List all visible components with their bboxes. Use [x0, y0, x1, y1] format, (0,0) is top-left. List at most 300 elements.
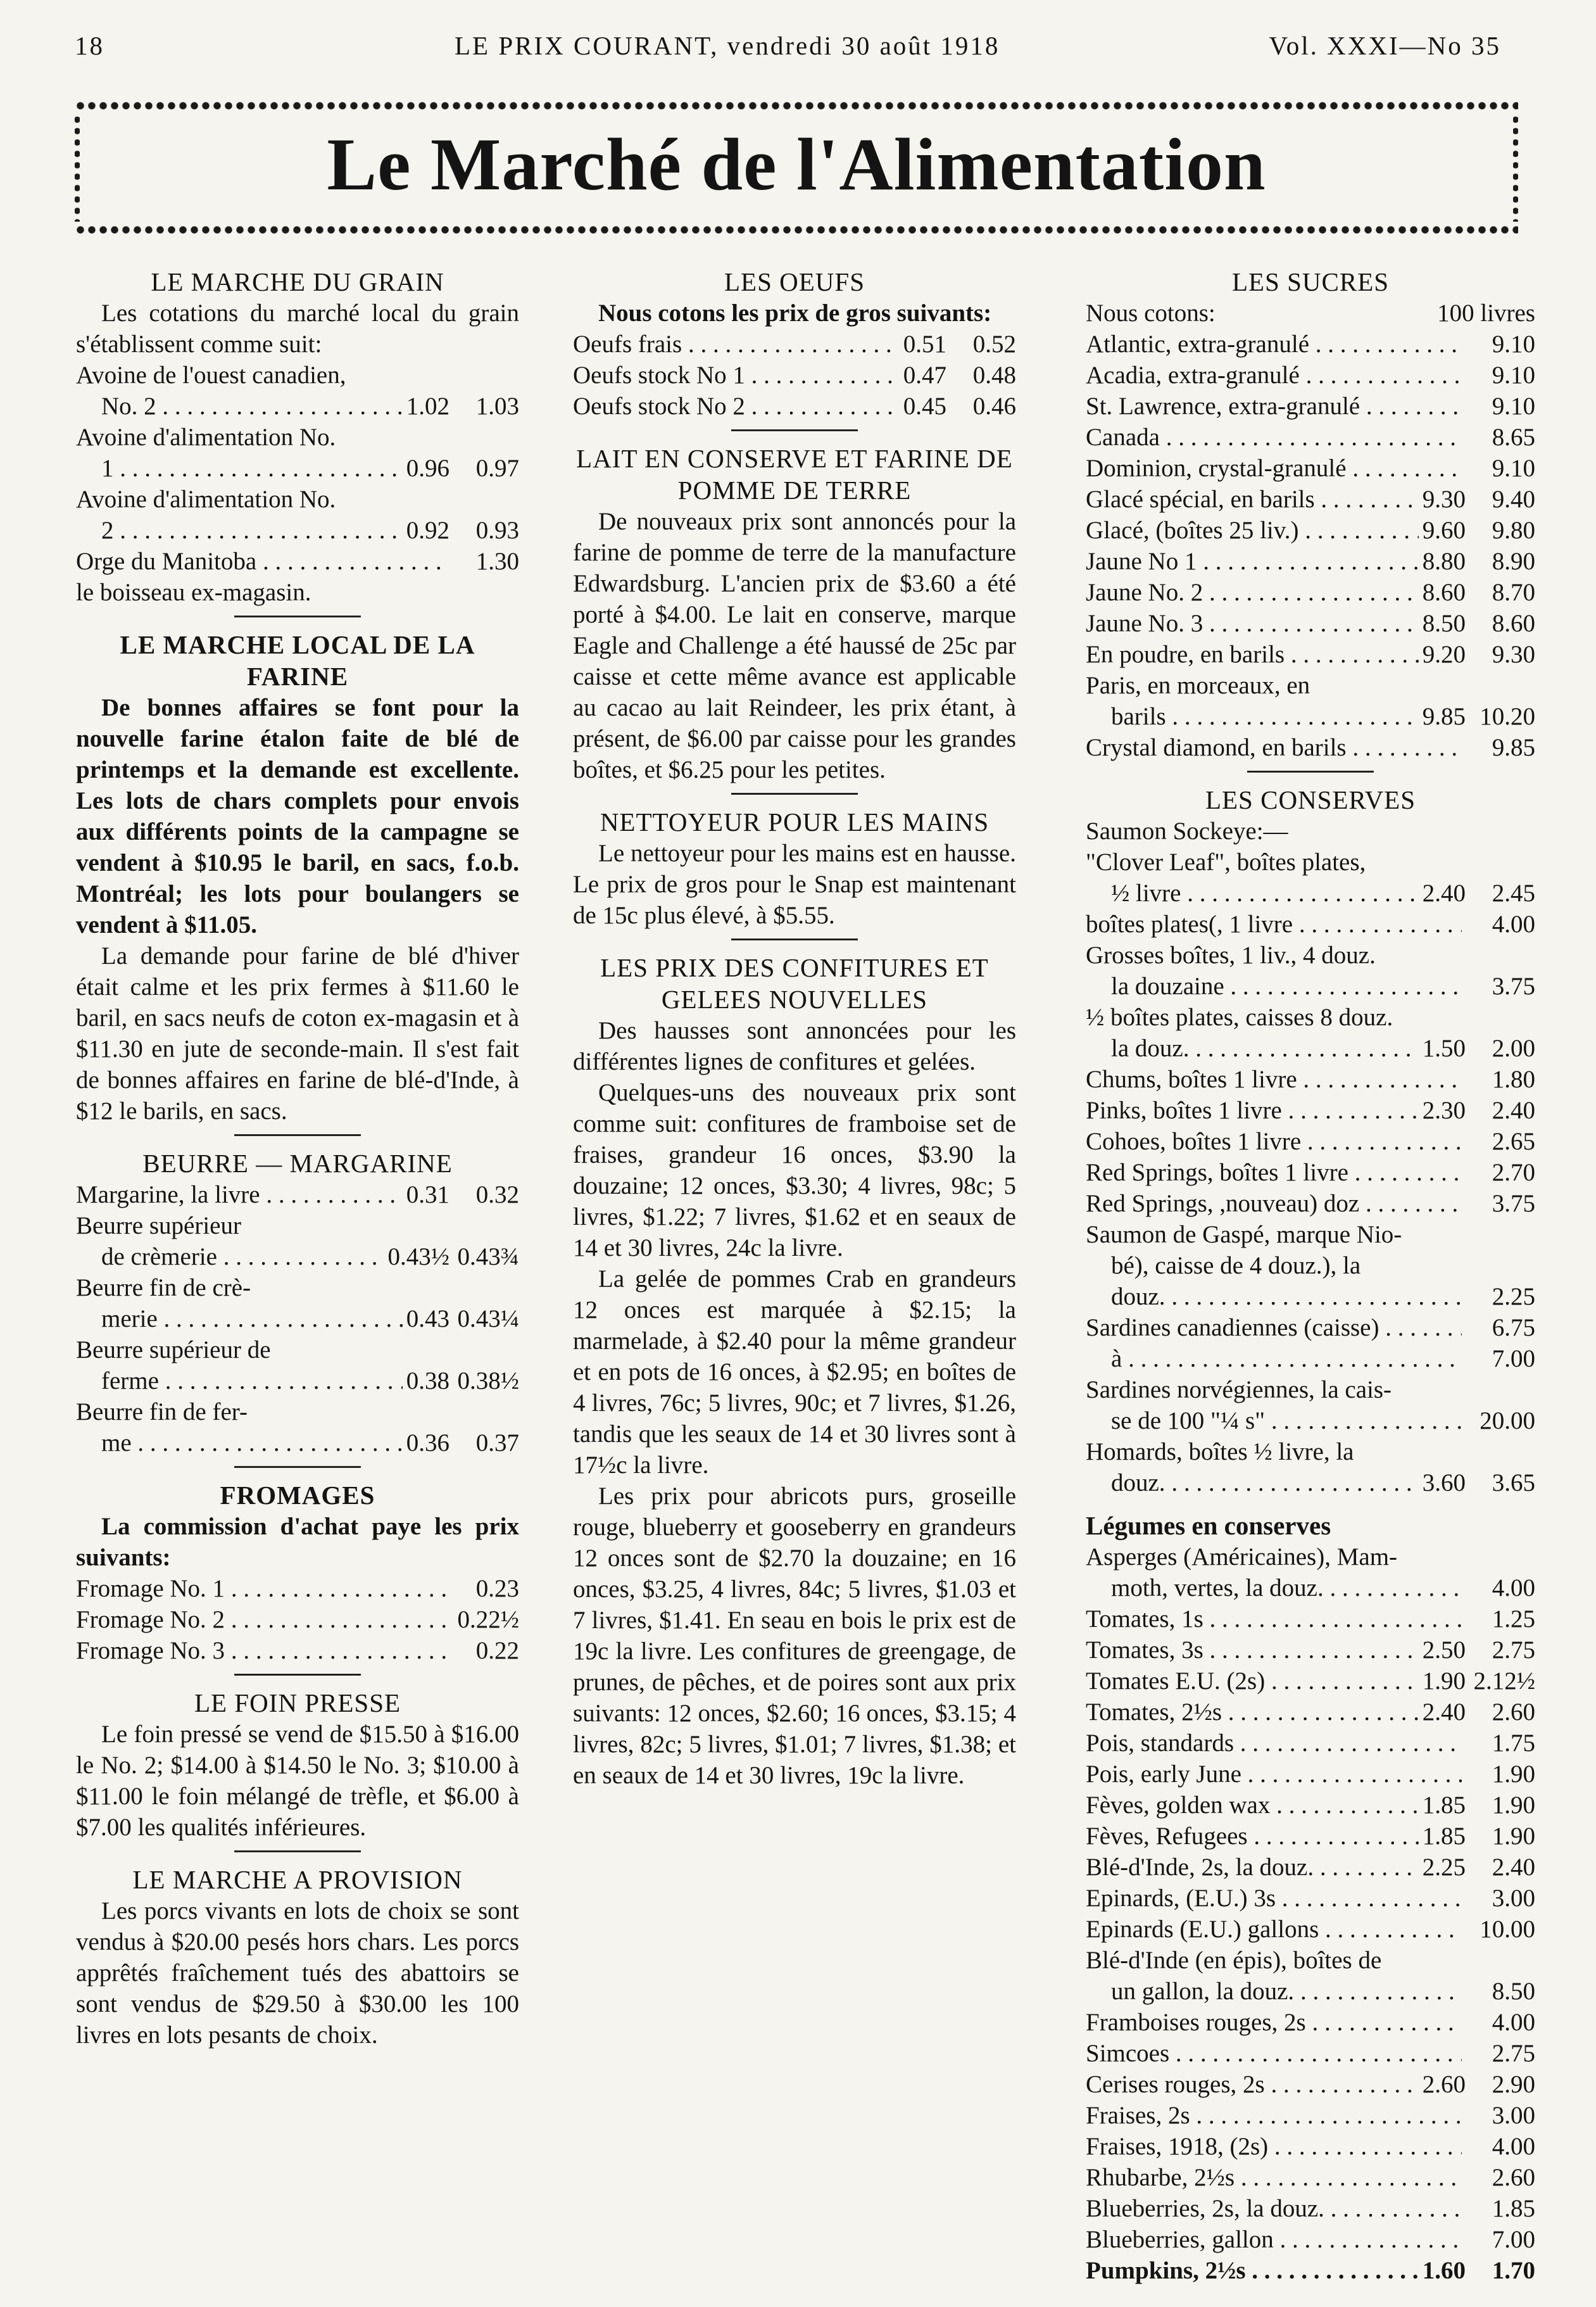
item-label: ferme . . .	[101, 1365, 403, 1396]
price-row	[76, 1635, 519, 1666]
article-provision	[76, 1864, 519, 2051]
item-label: Jaune No. 3 . . .	[1086, 608, 1419, 639]
divider	[234, 1134, 361, 1136]
price-low: 0.47	[903, 362, 946, 389]
item-label: Fraises, 2s . . .	[1086, 2100, 1462, 2131]
article-grain	[76, 266, 519, 617]
divider	[731, 793, 858, 795]
article-nettoyeur	[573, 806, 1016, 940]
price-row	[1086, 1572, 1535, 1603]
price-row	[1086, 608, 1535, 639]
masthead: LE PRIX COURANT, vendredi 30 août 1918	[455, 31, 1000, 60]
price-high: 2.75	[1492, 1636, 1535, 1664]
price-row	[573, 391, 1016, 422]
price-row	[1086, 391, 1535, 422]
price-high: 3.65	[1492, 1469, 1535, 1496]
item-label: douz. . . .	[1111, 1467, 1419, 1498]
price-low: 1.85	[1422, 1823, 1466, 1850]
item-label: Blueberries, gallon . . .	[1086, 2224, 1462, 2255]
price-row	[1086, 1281, 1535, 1312]
price-high: 1.25	[1492, 1605, 1535, 1633]
price-row	[1086, 2131, 1535, 2162]
item-label: Blé-d'Inde, 2s, la douz. . . .	[1086, 1852, 1419, 1883]
item-label: un gallon, la douz. . . .	[1111, 1976, 1462, 2007]
price-row: Avoine d'alimentation No.	[76, 486, 336, 513]
item-label: Red Springs, ,nouveau) doz . . .	[1086, 1188, 1462, 1219]
item-label: Oeufs stock No 2 . . .	[573, 391, 900, 422]
price-intro	[1086, 298, 1535, 329]
article-conserves	[1086, 784, 1535, 1498]
article-paragraph: Les porcs vivants en lots de choix se sont vendus à $20.00 pesés hors chars. Les porcs apprêtés fraîchement tués des abattoirs se sont vendus de $29.50 à $30.00 les 100 livres en lots pesants de choix.	[76, 1897, 519, 2049]
price-row: Avoine de l'ouest canadien,	[76, 362, 346, 389]
article-intro: Les cotations du marché local du grain s'établissent comme suit:	[76, 300, 519, 358]
price-high: 1.90	[1492, 1760, 1535, 1788]
price-row	[1086, 360, 1535, 391]
price-row: Avoine d'alimentation No.	[76, 424, 336, 451]
item-label: Fromage No. 2 . . .	[76, 1604, 446, 1635]
price-low: 9.60	[1422, 517, 1466, 544]
item-label: Oeufs frais . . .	[573, 329, 900, 360]
subsection-title: Légumes en conserves	[1086, 1511, 1331, 1540]
price-row: "Clover Leaf", boîtes plates,	[1086, 849, 1366, 876]
price-row	[1086, 732, 1535, 763]
price-high: 9.85	[1492, 734, 1535, 761]
item-label: Oeufs stock No 1 . . .	[573, 360, 900, 391]
price-high: 2.40	[1492, 1854, 1535, 1881]
item-label: Epinards, (E.U.) 3s . . .	[1086, 1883, 1462, 1914]
item-label: 2 . . .	[101, 515, 403, 546]
volume-number: Vol. XXXI—No 35	[1269, 31, 1501, 60]
price-row	[1086, 2007, 1535, 2038]
price-row	[76, 515, 519, 546]
article-paragraph: De bonnes affaires se font pour la nouvelle farine étalon faite de blé de printemps et la demande est excellente. Les lots de chars complets pour envois aux différents points de la campagne se vendent à $10.95 le baril, en sacs, f.o.b. Montréal; les lots pour boulangers se vendent à $11.05.	[76, 694, 519, 939]
price-high: 1.30	[475, 548, 519, 575]
price-low: 0.36	[406, 1429, 449, 1457]
price-high: 20.00	[1480, 1407, 1535, 1434]
price-high: 1.75	[1492, 1729, 1535, 1757]
price-row	[1086, 1914, 1535, 1945]
price-high: 9.80	[1492, 517, 1535, 544]
price-row	[1086, 1157, 1535, 1188]
item-label: Crystal diamond, en barils . . .	[1086, 732, 1462, 763]
item-label: moth, vertes, la douz. . . .	[1111, 1572, 1462, 1603]
price-high: 9.10	[1492, 362, 1535, 389]
price-high: 2.12½	[1473, 1667, 1535, 1695]
item-label: No. 2 . . .	[101, 391, 403, 422]
item-label: Fromage No. 1 . . .	[76, 1573, 446, 1604]
price-high: 0.52	[972, 331, 1016, 358]
price-row	[1086, 2038, 1535, 2069]
item-label: Jaune No. 2 . . .	[1086, 577, 1419, 608]
price-high: 0.43¼	[457, 1305, 519, 1332]
price-row	[1086, 2224, 1535, 2255]
price-row	[76, 546, 519, 577]
price-row	[1086, 639, 1535, 670]
price-row	[1086, 515, 1535, 546]
price-row: Saumon Sockeye:—	[1086, 818, 1288, 845]
price-row: Sardines norvégiennes, la cais-	[1086, 1376, 1392, 1403]
price-high: 7.00	[1492, 2226, 1535, 2253]
article-paragraph: La gelée de pommes Crab en grandeurs 12 onces est marquée à $2.15; la marmelade, à $2.40 pour la même grandeur et en pots de 16 onces, à $2.95; en boîtes de 4 livres, 76c; 5 livres, 90c; et 7 livres, $1.26, tandis que les seaux de 14 et 30 livres sont à 17½c la livre.	[573, 1265, 1016, 1479]
article-paragraph: Les prix pour abricots purs, groseille rouge, blueberry et gooseberry en grandeurs 12 onces sont de $2.70 la douzaine; en 16 onces, $3.25, 4 livres, 84c; 5 livres, $1.03 et 7 livres, $1.41. En seau en bois le prix est de 19c la livre. Les confitures de greengage, de prunes, de pêches, et de poires sont aux prix suivants: 12 onces, $2.60; 16 onces, $3.15; 4 livres, 82c; 5 livres, $1.01; 7 livres, $1.38; et en seaux de 14 et 30 livres, 19c la livre.	[573, 1482, 1016, 1789]
item-label: Tomates, 2½s . . .	[1086, 1697, 1419, 1728]
item-label: Tomates E.U. (2s) . . .	[1086, 1665, 1419, 1697]
item-label: Tomates, 1s . . .	[1086, 1603, 1462, 1634]
item-label: Epinards (E.U.) gallons . . .	[1086, 1914, 1462, 1945]
price-list	[76, 1179, 519, 1458]
divider	[731, 939, 858, 940]
article-paragraph: De nouveaux prix sont annoncés pour la farine de pomme de terre de la manufacture Edwardsburg. L'ancien prix de $3.60 a été porté à $4.00. Le lait en conserve, marque Eagle and Challenge a été haussé de 25c par caisse et cette même avance est applicable au cacao au lait Reindeer, les prix étant, à présent, de $6.00 par caisse pour les grandes boîtes, et $6.25 pour les petites.	[573, 508, 1016, 783]
item-label: la douz. . . .	[1111, 1033, 1419, 1064]
price-row: Homards, boîtes ½ livre, la	[1086, 1438, 1354, 1465]
article-title: LE MARCHE LOCAL DE LA FARINE	[120, 630, 475, 691]
price-high: 2.25	[1492, 1283, 1535, 1310]
price-row: Blé-d'Inde (en épis), boîtes de	[1086, 1947, 1382, 1974]
price-row	[76, 1427, 519, 1458]
divider	[234, 1850, 361, 1852]
price-low: 1.60	[1422, 2257, 1466, 2284]
article-intro: La commission d'achat paye les prix suivants:	[76, 1513, 519, 1571]
price-high: 8.60	[1492, 610, 1535, 637]
item-label: Fromage No. 3 . . .	[76, 1635, 446, 1666]
price-high: 0.22½	[457, 1606, 519, 1633]
price-high: 9.10	[1492, 331, 1535, 358]
price-high: 1.70	[1492, 2257, 1535, 2284]
price-high: 2.65	[1492, 1128, 1535, 1155]
price-row	[1086, 701, 1535, 732]
price-row	[76, 1303, 519, 1334]
price-row	[1086, 329, 1535, 360]
article-title: LE MARCHE A PROVISION	[132, 1865, 463, 1894]
article-lait	[573, 443, 1016, 795]
price-row	[1086, 1728, 1535, 1759]
price-high: 4.00	[1492, 2009, 1535, 2036]
item-label: Glacé, (boîtes 25 liv.) . . .	[1086, 515, 1419, 546]
price-low: 1.02	[406, 393, 449, 420]
price-high: 0.23	[475, 1575, 519, 1602]
price-low: 3.60	[1422, 1469, 1466, 1496]
price-high: 7.00	[1492, 1345, 1535, 1372]
price-high: 1.90	[1492, 1823, 1535, 1850]
price-low: 2.40	[1422, 1698, 1466, 1726]
price-high: 10.20	[1480, 703, 1535, 730]
item-label: Fraises, 1918, (2s) . . .	[1086, 2131, 1462, 2162]
item-label: Fèves, golden wax . . .	[1086, 1790, 1419, 1821]
price-list	[1086, 329, 1535, 763]
price-high: 0.93	[475, 517, 519, 544]
price-high: 4.00	[1492, 911, 1535, 938]
price-high: 0.48	[972, 362, 1016, 389]
price-low: 0.51	[903, 331, 946, 358]
price-low: 9.30	[1422, 486, 1466, 513]
article-confitures	[573, 952, 1016, 1791]
price-high: 0.32	[475, 1181, 519, 1208]
column-1	[76, 266, 519, 2062]
price-high: 9.10	[1492, 455, 1535, 482]
price-low: 2.40	[1422, 880, 1466, 907]
price-low: 1.85	[1422, 1792, 1466, 1819]
price-low: 0.92	[406, 517, 449, 544]
column-2	[573, 266, 1016, 1802]
price-row	[1086, 2069, 1535, 2100]
divider	[234, 1674, 361, 1676]
item-label: se de 100 "¼ s" . . .	[1111, 1405, 1462, 1436]
price-row	[1086, 1188, 1535, 1219]
divider	[234, 616, 361, 617]
article-title: LE MARCHE DU GRAIN	[151, 267, 444, 296]
price-row	[1086, 1790, 1535, 1821]
intro-right: 100 livres	[1437, 300, 1535, 327]
price-row	[1086, 1603, 1535, 1634]
intro-left: Nous cotons:	[1086, 300, 1216, 327]
item-label: Red Springs, boîtes 1 livre . . .	[1086, 1157, 1462, 1188]
price-high: 2.70	[1492, 1159, 1535, 1186]
price-high: 0.46	[972, 393, 1016, 420]
item-label: Cerises rouges, 2s . . .	[1086, 2069, 1419, 2100]
price-high: 2.60	[1492, 1698, 1535, 1726]
price-row: Beurre supérieur	[76, 1212, 241, 1239]
article-foin	[76, 1687, 519, 1852]
item-label: Sardines canadiennes (caisse) . . .	[1086, 1312, 1462, 1343]
price-row	[76, 453, 519, 484]
item-label: Blueberries, 2s, la douz. . . .	[1086, 2193, 1462, 2224]
price-row	[76, 1179, 519, 1210]
item-label: Chums, boîtes 1 livre . . .	[1086, 1064, 1462, 1095]
article-oeufs	[573, 266, 1016, 431]
item-label: St. Lawrence, extra-granulé . . .	[1086, 391, 1462, 422]
price-row: ½ boîtes plates, caisses 8 douz.	[1086, 1004, 1393, 1031]
price-low: 2.60	[1422, 2071, 1466, 2098]
price-list	[1086, 816, 1535, 1498]
article-fromages	[76, 1479, 519, 1676]
price-row	[1086, 878, 1535, 909]
article-beurre	[76, 1147, 519, 1468]
price-high: 6.75	[1492, 1314, 1535, 1341]
price-low: 2.30	[1422, 1097, 1466, 1124]
item-label: me . . .	[101, 1427, 403, 1458]
item-label: la douzaine . . .	[1111, 971, 1462, 1002]
price-row	[1086, 1126, 1535, 1157]
price-high: 8.50	[1492, 1978, 1535, 2005]
price-row	[1086, 1095, 1535, 1126]
item-label: de crèmerie . . .	[101, 1241, 384, 1272]
price-low: 1.90	[1422, 1667, 1466, 1695]
divider	[731, 429, 858, 431]
price-high: 2.45	[1492, 880, 1535, 907]
price-high: 1.80	[1492, 1066, 1535, 1093]
item-label: Canada . . .	[1086, 422, 1462, 453]
price-high: 3.75	[1492, 973, 1535, 1000]
column-3	[1086, 266, 1535, 2298]
price-row: Beurre fin de fer-	[76, 1398, 248, 1425]
price-row	[76, 1241, 519, 1272]
price-row	[1086, 1976, 1535, 2007]
price-high: 1.03	[475, 393, 519, 420]
item-label: ½ livre . . .	[1111, 878, 1419, 909]
price-high: 2.90	[1492, 2071, 1535, 2098]
divider	[234, 1466, 361, 1468]
price-row	[1086, 1821, 1535, 1852]
article-title: LAIT EN CONSERVE ET FARINE DE POMME DE TERRE	[576, 444, 1013, 505]
price-row	[1086, 2100, 1535, 2131]
price-row	[76, 1604, 519, 1635]
article-paragraph: Des hausses sont annoncées pour les différentes lignes de confitures et gelées.	[573, 1017, 1016, 1075]
banner-border-bottom	[75, 225, 1518, 234]
price-list	[573, 329, 1016, 422]
banner-border-top	[75, 101, 1518, 110]
item-label: Atlantic, extra-granulé . . .	[1086, 329, 1462, 360]
price-row: bé), caisse de 4 douz.), la	[1111, 1252, 1361, 1279]
price-row	[1086, 577, 1535, 608]
article-paragraph: Le nettoyeur pour les mains est en hausse. Le prix de gros pour le Snap est maintenant de 15c plus élevé, à $5.55.	[573, 840, 1016, 929]
page-header	[75, 30, 1501, 68]
price-high: 8.90	[1492, 548, 1535, 575]
price-high: 9.10	[1492, 393, 1535, 420]
price-row	[1086, 546, 1535, 577]
price-high: 3.75	[1492, 1190, 1535, 1217]
item-label: Simcoes . . .	[1086, 2038, 1462, 2069]
price-low: 9.20	[1422, 641, 1466, 668]
price-low: 8.80	[1422, 548, 1466, 575]
article-title: LES SUCRES	[1231, 267, 1390, 296]
item-label: à . . .	[1111, 1343, 1462, 1374]
price-row	[1086, 1312, 1535, 1343]
price-high: 2.60	[1492, 2164, 1535, 2191]
price-low: 0.43½	[387, 1243, 449, 1270]
item-label: Glacé spécial, en barils . . .	[1086, 484, 1419, 515]
price-high: 1.90	[1492, 1792, 1535, 1819]
price-low: 0.31	[406, 1181, 449, 1208]
price-row	[1086, 1343, 1535, 1374]
price-high: 9.40	[1492, 486, 1535, 513]
price-row	[1086, 453, 1535, 484]
item-label: En poudre, en barils . . .	[1086, 639, 1419, 670]
price-row	[1086, 971, 1535, 1002]
item-label: Acadia, extra-granulé . . .	[1086, 360, 1462, 391]
price-low: 0.43	[406, 1305, 449, 1332]
item-label: 1 . . .	[101, 453, 403, 484]
price-list	[76, 1573, 519, 1666]
article-title: LES CONSERVES	[1205, 785, 1416, 814]
article-title: LES OEUFS	[724, 267, 865, 296]
item-label: Margarine, la livre . . .	[76, 1179, 403, 1210]
price-high: 9.30	[1492, 641, 1535, 668]
price-row	[1086, 1634, 1535, 1665]
price-high: 0.97	[475, 455, 519, 482]
price-high: 4.00	[1492, 1574, 1535, 1602]
price-list	[76, 360, 519, 577]
article-paragraph: La demande pour farine de blé d'hiver était calme et les prix fermes à $11.60 le baril, en sacs neufs de coton ex-magasin et à $11.30 en jute de seconde-main. Il s'est fait de bonnes affaires en farine de blé-d'Inde, à $12 le barils, en sacs.	[76, 942, 519, 1125]
price-low: 0.45	[903, 393, 946, 420]
section-banner	[75, 95, 1518, 241]
price-row	[573, 360, 1016, 391]
page-number: 18	[75, 31, 104, 60]
item-label: Tomates, 3s . . .	[1086, 1634, 1419, 1665]
price-row	[1086, 1033, 1535, 1064]
article-title: LE FOIN PRESSE	[194, 1688, 401, 1717]
article-farine	[76, 629, 519, 1136]
article-title: FROMAGES	[220, 1481, 375, 1510]
price-row	[76, 391, 519, 422]
section-title: Le Marché de l'Alimentation	[327, 123, 1266, 206]
price-high: 8.65	[1492, 424, 1535, 451]
price-row	[1086, 2255, 1535, 2286]
article-intro: Nous cotons les prix de gros suivants:	[598, 300, 992, 327]
article-paragraph: Le foin pressé se vend de $15.50 à $16.00 le No. 2; $14.00 à $14.50 le No. 3; $10.00 à $11.00 le foin mélangé de trèfle, et $6.00 à $7.00 les qualités inférieures.	[76, 1721, 519, 1841]
price-high: 0.22	[475, 1637, 519, 1664]
item-label: Framboises rouges, 2s . . .	[1086, 2007, 1462, 2038]
price-row: Asperges (Américaines), Mam-	[1086, 1543, 1398, 1571]
price-low: 9.85	[1422, 703, 1466, 730]
price-row: Beurre fin de crè-	[76, 1274, 251, 1301]
item-label: Pois, standards . . .	[1086, 1728, 1462, 1759]
price-row	[1086, 2162, 1535, 2193]
item-label: Pinks, boîtes 1 livre . . .	[1086, 1095, 1419, 1126]
article-paragraph: Quelques-uns des nouveaux prix sont comme suit: confitures de framboise set de fraises, grandeur 16 onces, $3.90 la douzaine; 12 onces, $3.30; 4 livres, 98c; 5 livres, $1.22; 7 livres, $1.62 et en seaux de 14 et 30 livres, 24c la livre.	[573, 1079, 1016, 1261]
price-row	[1086, 1852, 1535, 1883]
price-low: 1.50	[1422, 1035, 1466, 1062]
article-title: LES PRIX DES CONFITURES ET GELEES NOUVELLES	[600, 953, 989, 1014]
price-low: 0.38	[406, 1367, 449, 1394]
price-row	[1086, 1064, 1535, 1095]
price-row: Saumon de Gaspé, marque Nio-	[1086, 1221, 1402, 1248]
price-low: 8.50	[1422, 610, 1466, 637]
price-high: 3.00	[1492, 1885, 1535, 1912]
price-row	[1086, 1467, 1535, 1498]
item-label: Rhubarbe, 2½s . . .	[1086, 2162, 1462, 2193]
item-label: Fèves, Refugees . . .	[1086, 1821, 1419, 1852]
price-row: Paris, en morceaux, en	[1086, 672, 1310, 699]
item-label: merie . . .	[101, 1303, 403, 1334]
price-row	[1086, 1665, 1535, 1697]
price-row	[1086, 422, 1535, 453]
item-label: Jaune No 1 . . .	[1086, 546, 1419, 577]
price-high: 2.40	[1492, 1097, 1535, 1124]
price-low: 2.50	[1422, 1636, 1466, 1664]
price-high: 2.75	[1492, 2040, 1535, 2067]
price-high: 1.85	[1492, 2195, 1535, 2222]
price-high: 2.00	[1492, 1035, 1535, 1062]
item-label: Orge du Manitoba . . .	[76, 546, 446, 577]
price-low: 8.60	[1422, 579, 1466, 606]
divider	[1247, 771, 1374, 773]
item-label: boîtes plates(, 1 livre . . .	[1086, 909, 1462, 940]
item-label: Pumpkins, 2½s . . .	[1086, 2255, 1419, 2286]
price-row	[1086, 1883, 1535, 1914]
item-label: Pois, early June . . .	[1086, 1759, 1462, 1790]
item-label: barils . . .	[1111, 701, 1419, 732]
price-high: 0.43¾	[457, 1243, 519, 1270]
price-note: le boisseau ex-magasin.	[76, 579, 311, 606]
price-row	[1086, 2193, 1535, 2224]
item-label: Dominion, crystal-granulé . . .	[1086, 453, 1462, 484]
price-list	[1086, 1541, 1535, 2286]
price-row	[1086, 1405, 1535, 1436]
article-title: BEURRE — MARGARINE	[142, 1149, 453, 1178]
price-row	[1086, 484, 1535, 515]
price-high: 4.00	[1492, 2133, 1535, 2160]
price-low: 0.96	[406, 455, 449, 482]
price-row	[76, 1573, 519, 1604]
article-title: NETTOYEUR POUR LES MAINS	[600, 807, 990, 837]
price-row	[573, 329, 1016, 360]
article-sucres	[1086, 266, 1535, 773]
article-legumes	[1086, 1510, 1535, 2286]
price-row	[1086, 909, 1535, 940]
price-high: 8.70	[1492, 579, 1535, 606]
price-high: 0.37	[475, 1429, 519, 1457]
price-row: Grosses boîtes, 1 liv., 4 douz.	[1086, 942, 1376, 969]
